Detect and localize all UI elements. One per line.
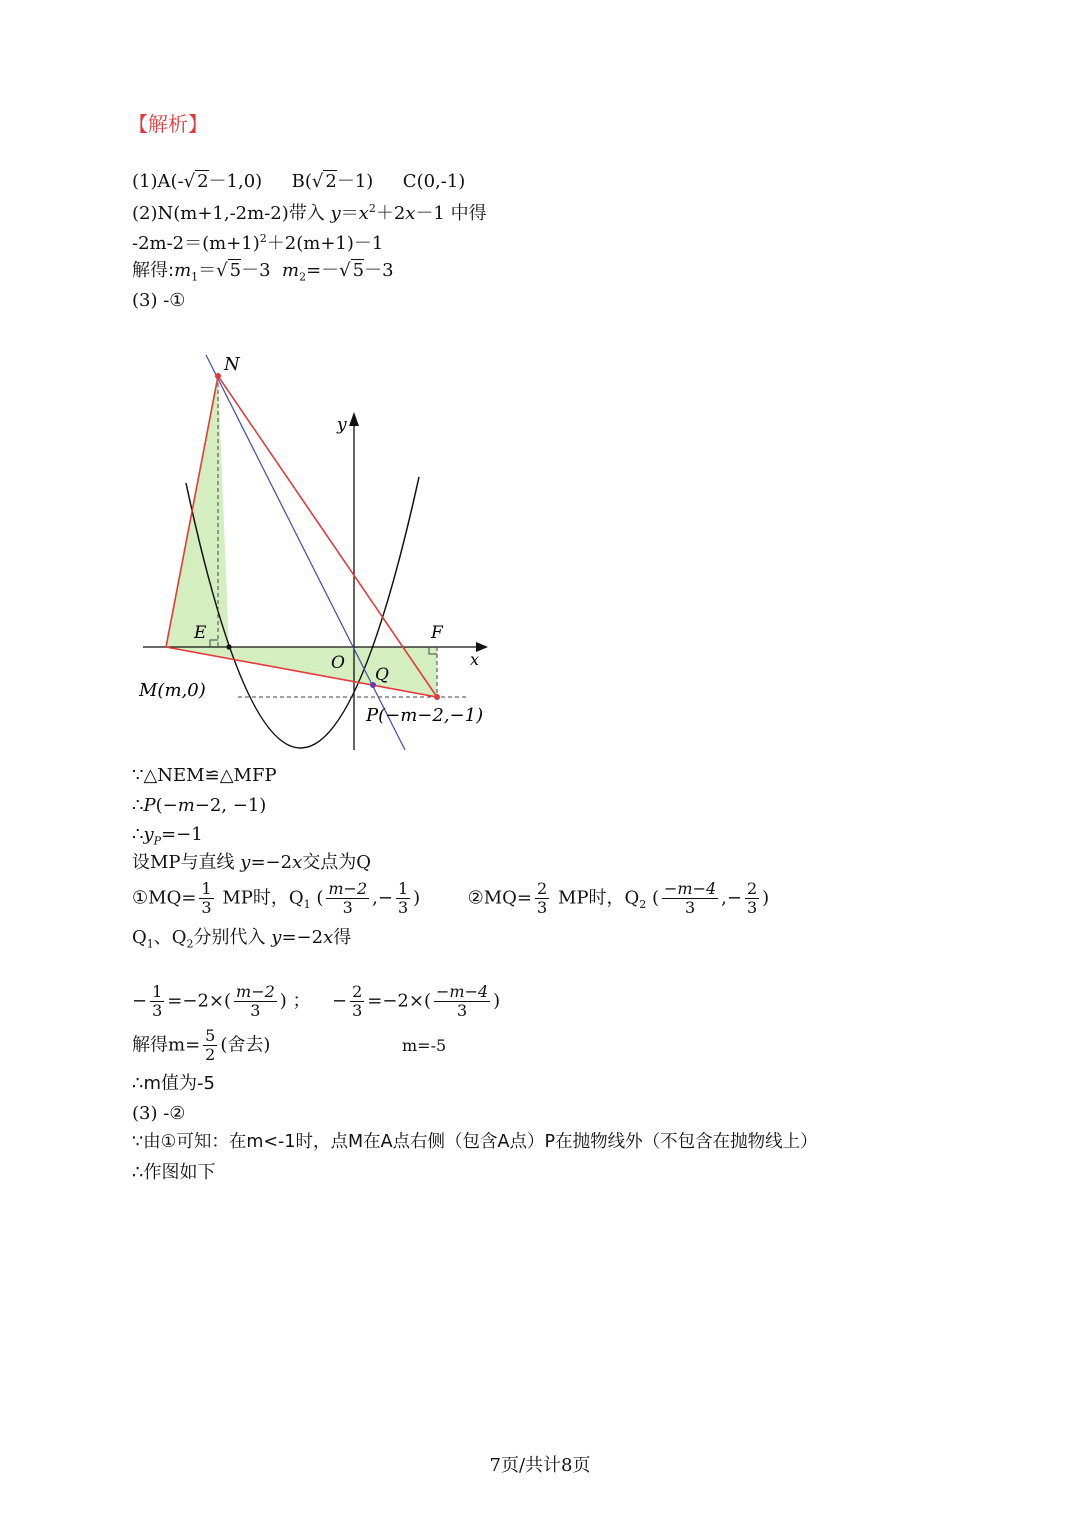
proof-line-3: $\therefore y_P=-1$	[132, 824, 203, 848]
part2-line1: (2)N(m+1,-2m-2)带入 $y=x^2+2x-1$ 中得	[132, 202, 487, 224]
label-m: M(m,0)	[139, 680, 206, 701]
label-y: y	[337, 415, 347, 435]
part2-line3: 解得$:m_1=√$ 5－3 $m_2=-√$ 5－3	[132, 260, 394, 284]
section-header: 【解析】	[128, 112, 208, 136]
proof-line-10: (3) -②	[132, 1103, 186, 1124]
part2-line2: $-2m-2=(m+1)^2+2(m+1)-1$	[132, 232, 384, 254]
label-x: x	[470, 650, 480, 669]
point-n	[215, 373, 221, 379]
proof-line-6: $Q_1$、$Q_2$分别代入 y=−2x得	[132, 927, 352, 951]
proof-line-8: 解得m= $\frac{5}{2}$ (舍去)	[132, 1026, 271, 1064]
part1-line	[132, 173, 465, 191]
proof-line-12: ∴作图如下	[132, 1162, 216, 1183]
proof-line-11: ∵由①可知：在m<-1时，点M在A点右侧（包含A点）P在抛物线外（不包含在抛物线上）	[132, 1132, 818, 1152]
page-footer: 7页/共计8页	[489, 1455, 591, 1476]
label-e: E	[194, 623, 207, 643]
label-q: Q	[375, 665, 389, 685]
label-f: F	[431, 623, 443, 643]
proof-line-1: ∵△NEM≌△MFP	[132, 765, 277, 786]
proof-line-7: − $\frac{1}{3}$ =−2×( $\frac{m-2}{3}$ ) ； − $\frac{2}{3}$ =−2×( $\frac{-m-4}{3}$ )	[132, 982, 501, 1020]
label-p: P(−m−2,−1)	[366, 705, 484, 726]
label-o: O	[331, 653, 345, 673]
proof-line-2: ∴P(−m−2, −1)	[132, 795, 267, 816]
point-p	[434, 694, 440, 700]
label-n: N	[224, 354, 240, 375]
proof-line-8b: m=-5	[402, 1036, 447, 1055]
geometry-figure	[130, 340, 510, 760]
proof-line-4: 设MP与直线 y=−2x交点为Q	[132, 852, 371, 873]
point-a: (1)A(-√ 2－1,0)	[132, 171, 263, 192]
proof-line-5: ①MQ= $\frac{1}{3}$ MP时，$Q_1$ ( $\frac{m-2}{3}$ ,− $\frac{1}{3}$ ) ②MQ= $\frac{2}{3}$ MP时，$Q_2$ ( $\frac{-m-4}{3}$ ,− $\frac{2}{3}$ )	[132, 879, 770, 917]
line-y-neg2x	[206, 355, 405, 750]
point-c: C(0,-1)	[402, 171, 466, 192]
point-b: B(√ 2－1)	[291, 171, 374, 192]
part3a-label: (3) -①	[132, 290, 186, 311]
point-a-dot	[226, 644, 231, 649]
triangle-nem-fill	[166, 376, 229, 647]
y-axis-arrow	[349, 412, 359, 426]
proof-line-9: ∴m值为-5	[132, 1073, 215, 1094]
